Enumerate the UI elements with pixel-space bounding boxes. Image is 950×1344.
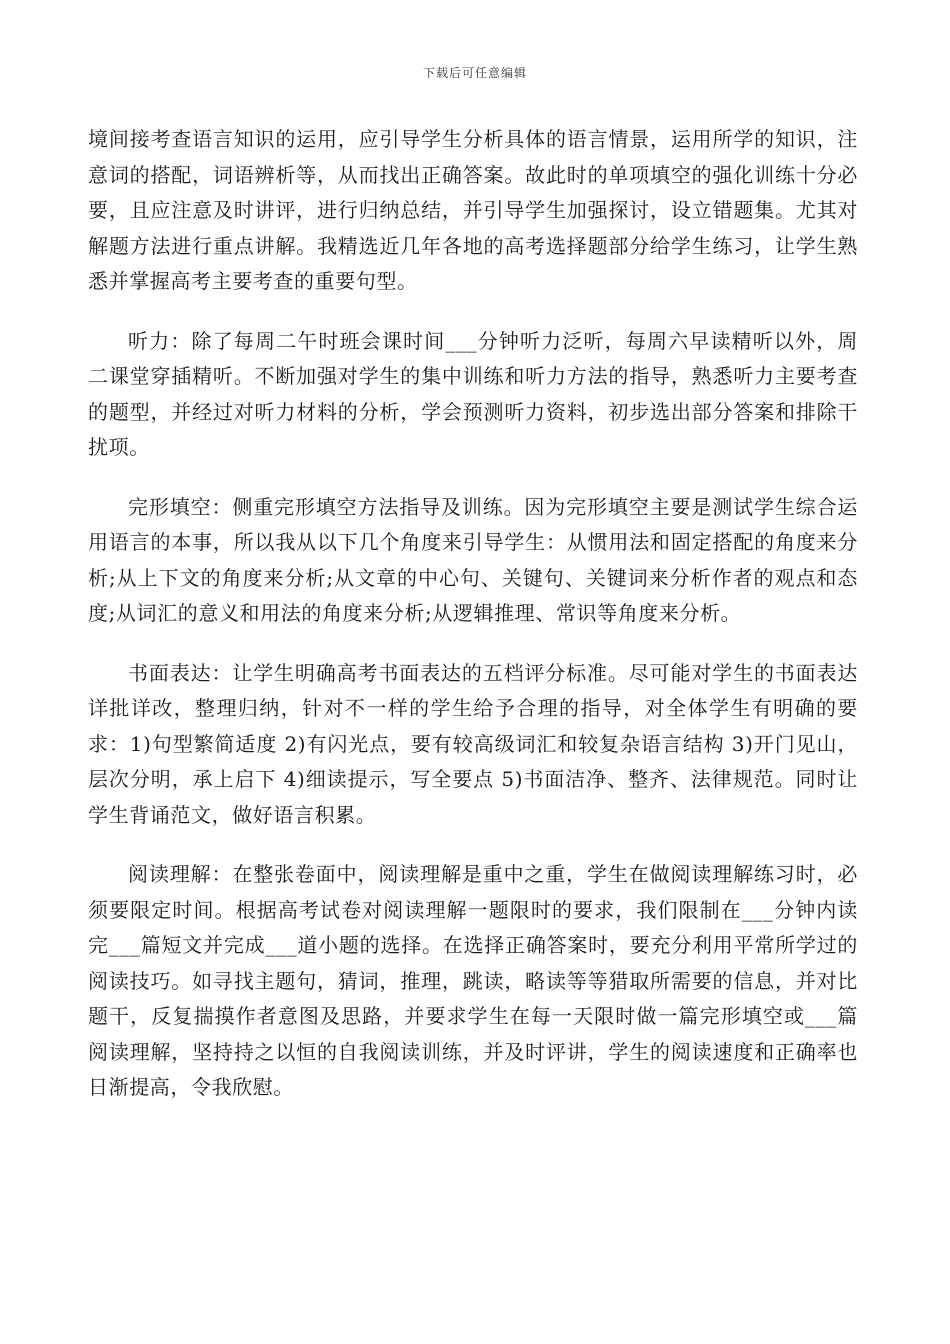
paragraph-reading: 阅读理解：在整张卷面中，阅读理解是重中之重，学生在做阅读理解练习时，必须要限定时间。根据高考试卷对阅读理解一题限时的要求，我们限制在___分钟内读完___篇短文并完成___道小题的选择。在选择正确答案时，要充分利用平常所学过的阅读技巧。如寻找主题句，猜词，推理，跳读，略读等等猎取所需要的信息，并对比题干，反复揣摸作者意图及思路，并要求学生在每一天限时做一篇完形填空或___篇阅读理解，坚持持之以恒的自我阅读训练，并及时评讲，学生的阅读速度和正确率也日渐提高，令我欣慰。 bbox=[88, 862, 858, 1099]
paragraph-cloze: 完形填空：侧重完形填空方法指导及训练。因为完形填空主要是测试学生综合运用语言的本事，所以我从以下几个角度来引导学生：从惯用法和固定搭配的角度来分析;从上下文的角度来分析;从文章的中心句、关键句、关键词来分析作者的观点和态度;从词汇的意义和用法的角度来分析;从逻辑推理、常识等角度来分析。 bbox=[88, 494, 858, 625]
paragraph-listening: 听力：除了每周二午时班会课时间___分钟听力泛听，每周六早读精听以外，周二课堂穿插精听。不断加强对学生的集中训练和听力方法的指导，熟悉听力主要考查的题型，并经过对听力材料的分析，学会预测听力资料，初步选出部分答案和排除干扰项。 bbox=[88, 328, 858, 459]
document-body bbox=[88, 122, 858, 1130]
paragraph-grammar-continued: 境间接考查语言知识的运用，应引导学生分析具体的语言情景，运用所学的知识，注意词的搭配，词语辨析等，从而找出正确答案。故此时的单项填空的强化训练十分必要，且应注意及时讲评，进行归纳总结，并引导学生加强探讨，设立错题集。尤其对解题方法进行重点讲解。我精选近几年各地的高考选择题部分给学生练习，让学生熟悉并掌握高考主要考查的重要句型。 bbox=[88, 127, 858, 293]
paragraph-writing: 书面表达：让学生明确高考书面表达的五档评分标准。尽可能对学生的书面表达详批详改，整理归纳，针对不一样的学生给予合理的指导，对全体学生有明确的要求：1)句型繁简适度 2)有闪光点，要有较高级词汇和较复杂语言结构 3)开门见山，层次分明，承上启下 4)细读提示，写全要点 5)书面洁净、整齐、法律规范。同时让学生背诵范文，做好语言积累。 bbox=[88, 660, 858, 827]
page-header: 下载后可任意编辑 bbox=[422, 66, 527, 80]
